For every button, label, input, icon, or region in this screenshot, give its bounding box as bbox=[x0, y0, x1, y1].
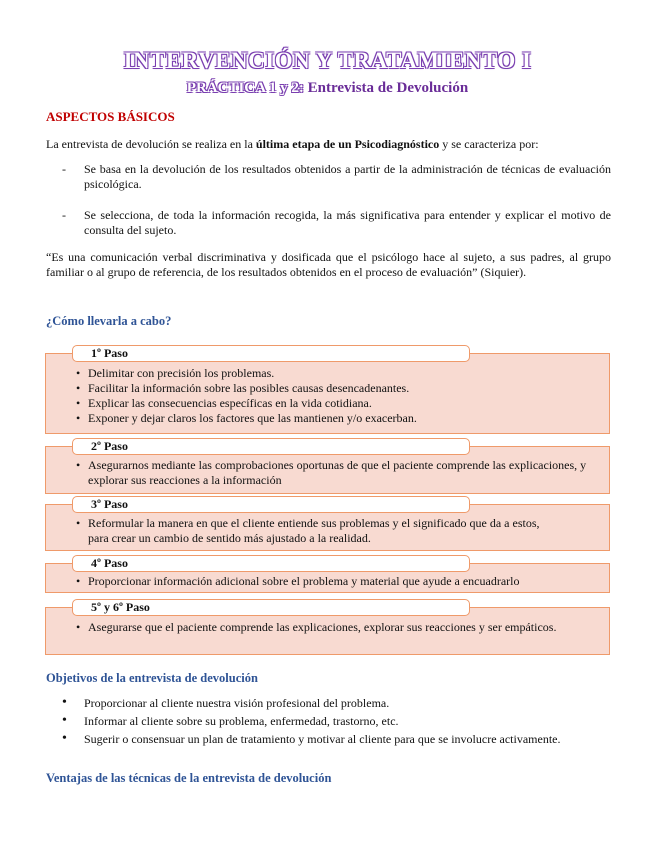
dash-marker: - bbox=[62, 208, 66, 222]
aspectos-heading: ASPECTOS BÁSICOS bbox=[46, 109, 175, 124]
step-item: • Asegurarnos mediante las comprobaciones oportunas de que el paciente comprende las explicaciones, y explorar sus reacciones a la información bbox=[76, 458, 609, 488]
step-item: • Proporcionar información adicional sobre el problema y material que ayude a encuadrarlo bbox=[76, 574, 609, 589]
list-item: • Informar al cliente sobre su problema, enfermedad, trastorno, etc. bbox=[62, 712, 622, 730]
aspectos-item: Se selecciona, de toda la información recogida, la más significativa para entender y explicar el motivo de consulta del sujeto. bbox=[84, 208, 611, 237]
dash-marker: - bbox=[62, 162, 66, 176]
step-label: 5º y 6º Paso bbox=[72, 599, 470, 616]
siquier-quote: “Es una comunicación verbal discriminativa y dosificada que el psicólogo hace al sujeto, a sus padres, al grupo familiar o al grupo de referencia, de los resultados obtenidos en el proceso de evaluación” (Siquier). bbox=[46, 250, 611, 279]
intro-text: La entrevista de devolución se realiza en la bbox=[46, 137, 256, 151]
step-box bbox=[45, 353, 610, 434]
intro-bold: última etapa de un Psicodiagnóstico bbox=[255, 137, 440, 151]
step-item: • Explicar las consecuencias específicas en la vida cotidiana. bbox=[76, 396, 609, 411]
document-title: INTERVENCIÓN Y TRATAMIENTO I bbox=[123, 48, 532, 73]
aspectos-item: Se basa en la devolución de los resultados obtenidos a partir de la administración de técnicas de evaluación psicológica. bbox=[84, 162, 611, 191]
step-label: 3º Paso bbox=[72, 496, 470, 513]
subtitle-text: Entrevista de Devolución bbox=[307, 80, 469, 96]
document-subtitle bbox=[0, 80, 655, 97]
ventajas-heading: Ventajas de las técnicas de la entrevista de devolución bbox=[46, 771, 332, 785]
list-item: • Proporcionar al cliente nuestra visión profesional del problema. bbox=[62, 694, 622, 712]
aspectos-intro bbox=[46, 137, 611, 152]
step-item: • Reformular la manera en que el cliente entiende sus problemas y el significado que da a estos, para crear un cambio de sentido más ajustado a la realidad. bbox=[76, 516, 609, 546]
step-item: • Asegurarse que el paciente comprende las explicaciones, explorar sus reacciones y ser empáticos. bbox=[76, 620, 609, 635]
step-item: • Delimitar con precisión los problemas. bbox=[76, 366, 609, 381]
list-item: • Sugerir o consensuar un plan de tratamiento y motivar al cliente para que se involucre activamente. bbox=[62, 730, 622, 748]
step-label: 4º Paso bbox=[72, 555, 470, 572]
objetivos-list bbox=[62, 694, 622, 748]
practica-label: PRÁCTICA 1 y 2: bbox=[186, 80, 304, 96]
step-item: • Exponer y dejar claros los factores que las mantienen y/o exacerban. bbox=[76, 411, 609, 426]
como-heading: ¿Cómo llevarla a cabo? bbox=[46, 314, 172, 328]
step-item: • Facilitar la información sobre las posibles causas desencadenantes. bbox=[76, 381, 609, 396]
step-label: 1º Paso bbox=[72, 345, 470, 362]
intro-text-end: y se caracteriza por: bbox=[439, 137, 539, 151]
step-label: 2º Paso bbox=[72, 438, 470, 455]
objetivos-heading: Objetivos de la entrevista de devolución bbox=[46, 671, 258, 685]
